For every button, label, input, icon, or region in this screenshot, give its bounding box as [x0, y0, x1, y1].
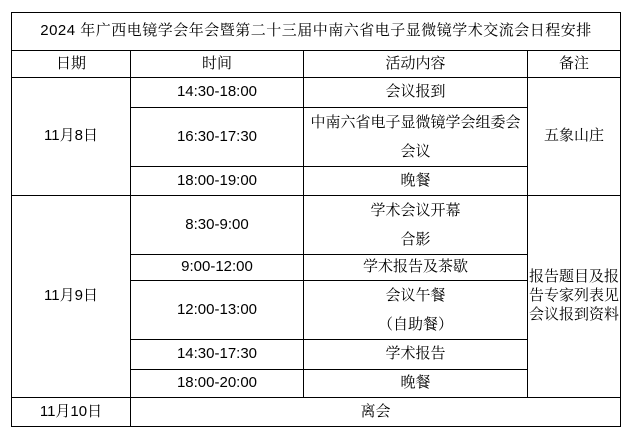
note-cell-nov8: 五象山庄 — [528, 78, 621, 196]
activity-cell: 晚餐 — [304, 167, 528, 196]
activity-line: （自助餐） — [377, 316, 453, 333]
activity-line: 合影 — [400, 231, 431, 248]
activity-cell — [304, 281, 528, 340]
table-row — [12, 398, 621, 427]
activity-line: 学术会议开幕 — [370, 202, 461, 219]
merged-activity-cell: 离会 — [131, 398, 621, 427]
title-row — [12, 13, 621, 51]
activity-cell: 学术报告 — [304, 340, 528, 370]
activity-line: 会议 — [400, 143, 431, 160]
conference-schedule-table — [11, 12, 621, 427]
time-cell: 14:30-17:30 — [131, 340, 304, 370]
time-cell: 16:30-17:30 — [131, 108, 304, 167]
note-cell-nov9: 报告题目及报告专家列表见会议报到资料 — [528, 196, 621, 398]
column-header-note: 备注 — [528, 51, 621, 78]
column-header-activity: 活动内容 — [304, 51, 528, 78]
column-header-time: 时间 — [131, 51, 304, 78]
time-cell: 14:30-18:00 — [131, 78, 304, 108]
time-cell: 18:00-19:00 — [131, 167, 304, 196]
activity-cell: 会议报到 — [304, 78, 528, 108]
time-cell: 8:30-9:00 — [131, 196, 304, 255]
table-row — [12, 78, 621, 108]
activity-cell: 学术报告及茶歇 — [304, 255, 528, 281]
date-cell-nov9: 11月9日 — [12, 196, 131, 398]
activity-cell: 晚餐 — [304, 370, 528, 398]
column-header-date: 日期 — [12, 51, 131, 78]
activity-line: 会议午餐 — [385, 287, 446, 304]
table-row — [12, 196, 621, 255]
date-cell-nov8: 11月8日 — [12, 78, 131, 196]
activity-line: 中南六省电子显微镜学会组委会 — [310, 114, 521, 131]
date-cell-nov10: 11月10日 — [12, 398, 131, 427]
time-cell: 9:00-12:00 — [131, 255, 304, 281]
activity-cell — [304, 196, 528, 255]
header-row — [12, 51, 621, 78]
table-title: 2024 年广西电镜学会年会暨第二十三届中南六省电子显微镜学术交流会日程安排 — [12, 13, 621, 51]
activity-cell — [304, 108, 528, 167]
time-cell: 12:00-13:00 — [131, 281, 304, 340]
time-cell: 18:00-20:00 — [131, 370, 304, 398]
